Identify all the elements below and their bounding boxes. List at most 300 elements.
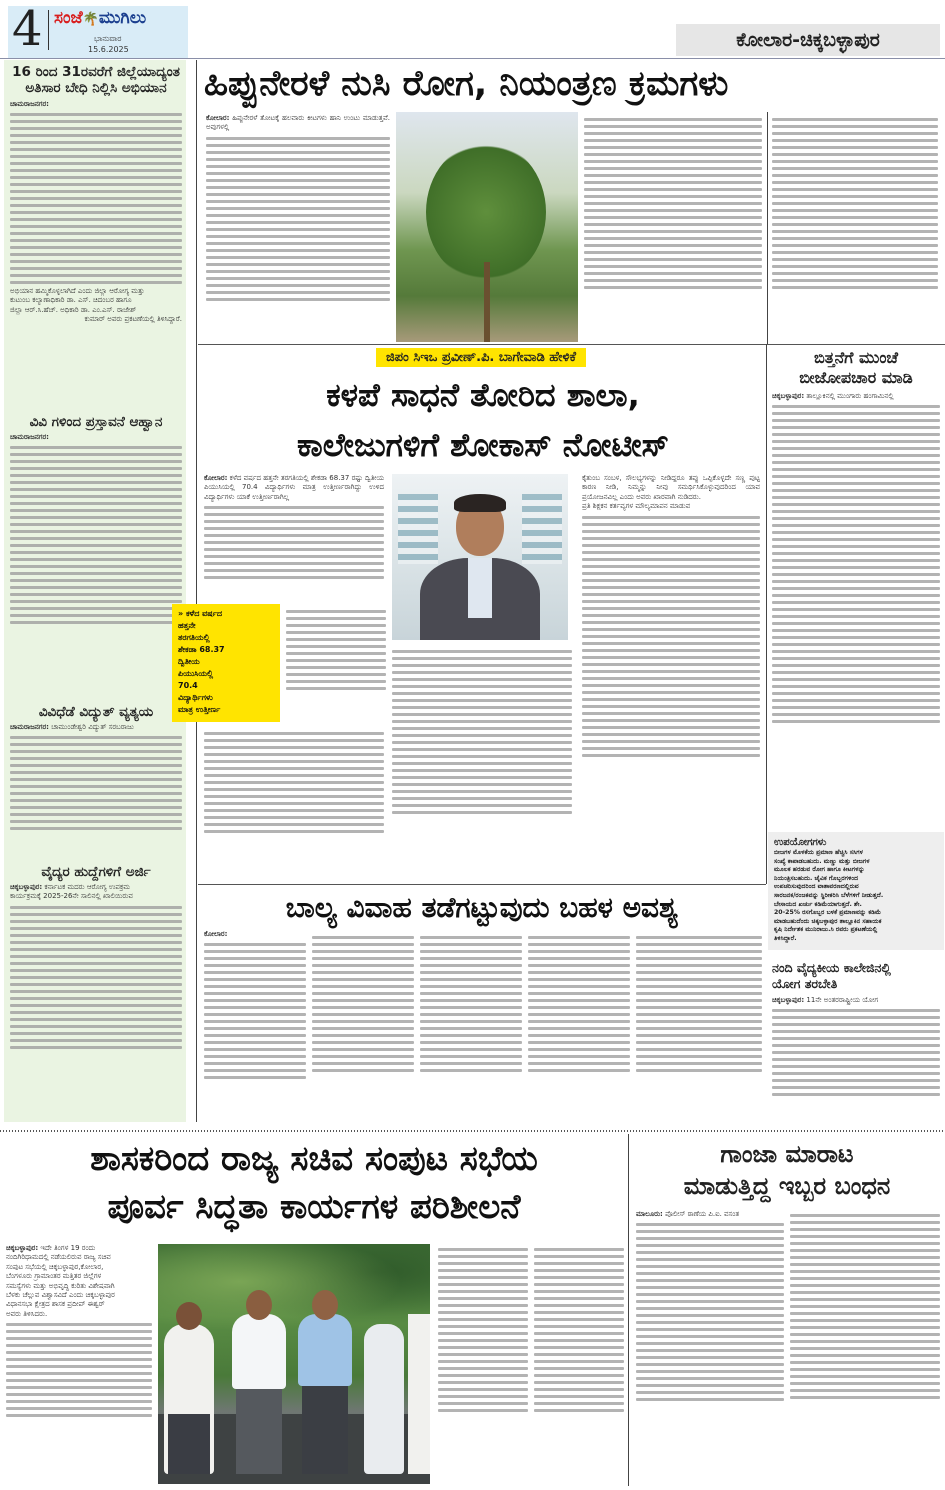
text-line bbox=[420, 1020, 522, 1023]
cabinet-col-1 bbox=[6, 1244, 152, 1420]
text-line bbox=[312, 985, 414, 988]
text-line bbox=[206, 200, 390, 203]
text-line bbox=[204, 1013, 306, 1016]
text-line bbox=[772, 202, 938, 205]
text-line bbox=[204, 1062, 306, 1065]
text-line bbox=[582, 544, 760, 547]
text-line bbox=[392, 790, 572, 793]
text-line bbox=[10, 204, 182, 207]
text-line bbox=[312, 964, 414, 967]
text-line bbox=[438, 1367, 528, 1370]
text-line bbox=[772, 713, 940, 716]
body-line: ಅವರು ತಿಳಿಸಿದರು. bbox=[6, 1309, 48, 1318]
text-line bbox=[10, 113, 182, 116]
text-line bbox=[10, 127, 182, 130]
text-line bbox=[10, 764, 182, 767]
text-line bbox=[772, 139, 938, 142]
headline-line: ನಂದಿ ವೈದ್ಯಕೀಯ ಕಾಲೇಜಿನಲ್ಲಿ bbox=[772, 960, 891, 975]
text-line bbox=[392, 783, 572, 786]
text-line bbox=[528, 999, 630, 1002]
text-line bbox=[582, 586, 760, 589]
text-line bbox=[772, 167, 938, 170]
text-line bbox=[772, 650, 940, 653]
text-line bbox=[420, 1034, 522, 1037]
column-divider bbox=[628, 1134, 629, 1486]
inspection-photo bbox=[158, 1244, 430, 1484]
text-line bbox=[636, 1300, 784, 1303]
text-line bbox=[582, 740, 760, 743]
text-line bbox=[392, 678, 572, 681]
text-line bbox=[10, 941, 182, 944]
text-line bbox=[438, 1290, 528, 1293]
text-line bbox=[772, 265, 938, 268]
text-line bbox=[534, 1297, 624, 1300]
text-line bbox=[636, 1251, 784, 1254]
text-line bbox=[772, 622, 940, 625]
body-line: ಕುಟುಂಬ ಕಲ್ಯಾಣಾಧಿಕಾರಿ ಡಾ. ಎಸ್. ಚಿದಂಬರ ಹಾಗೂ bbox=[10, 296, 132, 305]
text-line bbox=[10, 190, 182, 193]
text-line bbox=[420, 950, 522, 953]
text-line bbox=[10, 239, 182, 242]
text-line bbox=[10, 969, 182, 972]
mulberry-photo bbox=[396, 112, 578, 342]
mulberry-col-3 bbox=[584, 114, 762, 291]
text-line bbox=[584, 230, 762, 233]
text-line bbox=[204, 957, 306, 960]
text-line bbox=[10, 736, 182, 739]
text-line bbox=[10, 467, 182, 470]
text-line bbox=[772, 181, 938, 184]
text-line bbox=[312, 1048, 414, 1051]
text-line bbox=[206, 151, 390, 154]
text-line bbox=[438, 1360, 528, 1363]
text-line bbox=[206, 137, 390, 140]
text-line bbox=[772, 566, 940, 569]
text-line bbox=[420, 1069, 522, 1072]
text-line bbox=[392, 762, 572, 765]
text-line bbox=[582, 642, 760, 645]
text-line bbox=[534, 1269, 624, 1272]
text-line bbox=[206, 207, 390, 210]
text-line bbox=[286, 673, 386, 676]
text-line bbox=[582, 579, 760, 582]
headline-yoga bbox=[772, 960, 942, 992]
text-line bbox=[312, 1062, 414, 1065]
text-line bbox=[438, 1332, 528, 1335]
text-line bbox=[772, 489, 940, 492]
text-line bbox=[772, 279, 938, 282]
text-line bbox=[438, 1395, 528, 1398]
text-line bbox=[772, 1093, 940, 1096]
text-line bbox=[392, 727, 572, 730]
text-line bbox=[204, 978, 306, 981]
text-line bbox=[790, 1347, 940, 1350]
text-line bbox=[420, 985, 522, 988]
text-line bbox=[582, 656, 760, 659]
text-line bbox=[636, 1377, 784, 1380]
text-line bbox=[790, 1291, 940, 1294]
text-line bbox=[528, 943, 630, 946]
text-line bbox=[582, 593, 760, 596]
text-line bbox=[582, 516, 760, 519]
body-line: ಇದೇ ತಿಂಗಳ 19 ರಂದು bbox=[40, 1244, 96, 1252]
text-line bbox=[312, 957, 414, 960]
dateline: ಚಿಕ್ಕಬಳ್ಳಾಪುರ: bbox=[772, 392, 805, 400]
text-line bbox=[636, 1328, 784, 1331]
text-line bbox=[584, 202, 762, 205]
text-line bbox=[10, 523, 182, 526]
text-line bbox=[420, 999, 522, 1002]
text-line bbox=[10, 148, 182, 151]
text-line bbox=[790, 1242, 940, 1245]
text-line bbox=[772, 146, 938, 149]
text-line bbox=[772, 601, 940, 604]
text-line bbox=[10, 586, 182, 589]
text-line bbox=[636, 1349, 784, 1352]
text-line bbox=[772, 118, 938, 121]
text-line bbox=[392, 748, 572, 751]
text-line bbox=[204, 823, 384, 826]
text-line bbox=[772, 615, 940, 618]
text-line bbox=[10, 509, 182, 512]
text-line bbox=[204, 971, 306, 974]
text-line bbox=[636, 1055, 762, 1058]
text-line bbox=[582, 663, 760, 666]
text-line bbox=[772, 699, 940, 702]
text-line bbox=[636, 1363, 784, 1366]
uses-line: ಕೃಷಿ ನಿರ್ದೇಶಕ ಮುನಿರಾಜು.ಸಿ ರವರು ಪ್ರಕಟಣೆಯಲ್ಲಿ bbox=[774, 926, 878, 934]
column-divider bbox=[196, 60, 197, 1122]
text-line bbox=[10, 232, 182, 235]
text-line bbox=[636, 1237, 784, 1240]
text-line bbox=[10, 141, 182, 144]
text-line bbox=[534, 1360, 624, 1363]
text-line bbox=[10, 607, 182, 610]
text-line bbox=[772, 629, 940, 632]
text-line bbox=[286, 645, 386, 648]
text-line bbox=[772, 510, 940, 513]
text-line bbox=[534, 1395, 624, 1398]
mulberry-col-4 bbox=[772, 114, 938, 291]
uses-line: ಬೇಸಾಯದ ಖರ್ಚು ಕಡಿಮೆಯಾಗುತ್ತದೆ. ಶೇ. bbox=[774, 900, 862, 908]
text-line bbox=[392, 734, 572, 737]
text-line bbox=[438, 1325, 528, 1328]
text-line bbox=[528, 1062, 630, 1065]
text-line bbox=[772, 468, 940, 471]
body-line: ಬೆಳಕು ಚೆಲ್ಲುವ ವಿಶ್ವಾಸವಿದೆ ಎಂದು ಚಿಕ್ಕಬಳ್ಳಾಪುರ bbox=[6, 1291, 115, 1300]
kicker-wrap bbox=[198, 346, 764, 365]
uses-line: ಸಾರಜನಕ/ರಂಜಕವನ್ನು ಸ್ಥಿರೀಕರಿಸಿ ಬೆಳೆಗಳಿಗೆ ನೀಡುತ್ತದೆ. bbox=[774, 891, 884, 899]
text-line bbox=[584, 188, 762, 191]
sidebar-story-doctors bbox=[10, 864, 182, 1051]
text-line bbox=[582, 705, 760, 708]
section-label: ಕೋಲಾರ-ಚಿಕ್ಕಬಳ್ಳಾಪುರ bbox=[676, 24, 940, 56]
text-line bbox=[790, 1277, 940, 1280]
text-line bbox=[6, 1337, 152, 1340]
text-line bbox=[528, 957, 630, 960]
pull-quote-line: ತರಗತಿಯಲ್ಲಿ bbox=[178, 633, 210, 642]
text-line bbox=[438, 1381, 528, 1384]
text-line bbox=[312, 1041, 414, 1044]
text-line bbox=[392, 671, 572, 674]
text-line bbox=[6, 1393, 152, 1396]
masthead-divider bbox=[48, 10, 49, 50]
text-line bbox=[204, 739, 384, 742]
text-line bbox=[286, 687, 386, 690]
text-line bbox=[772, 244, 938, 247]
child-marriage-col-5 bbox=[636, 932, 762, 1074]
text-line bbox=[438, 1311, 528, 1314]
text-line bbox=[10, 460, 182, 463]
text-line bbox=[636, 1223, 784, 1226]
text-line bbox=[10, 621, 182, 624]
text-line bbox=[206, 158, 390, 161]
text-line bbox=[772, 440, 940, 443]
text-line bbox=[582, 523, 760, 526]
text-line bbox=[772, 160, 938, 163]
logo-part-1: ಸಂಜೆ bbox=[54, 8, 83, 28]
text-line bbox=[10, 792, 182, 795]
headline-line: ಗಾಂಜಾ ಮಾರಾಟ bbox=[720, 1140, 854, 1168]
child-marriage-col-2 bbox=[312, 932, 414, 1074]
pull-quote-line: 70.4 bbox=[178, 681, 198, 690]
text-line bbox=[10, 558, 182, 561]
text-line bbox=[528, 1034, 630, 1037]
text-line bbox=[790, 1256, 940, 1259]
text-line bbox=[534, 1346, 624, 1349]
text-line bbox=[392, 797, 572, 800]
ceo-photo bbox=[392, 474, 568, 640]
headline-child-marriage: ಬಾಲ್ಯ ವಿವಾಹ ತಡೆಗಟ್ಟುವುದು ಬಹಳ ಅವಶ್ಯ bbox=[285, 891, 679, 924]
text-line bbox=[10, 614, 182, 617]
body-line: ಸಂಪುಟ ಸಭೆಯಲ್ಲಿ ಚಿಕ್ಕಬಳ್ಳಾಪುರ,ಕೋಲಾರ, bbox=[6, 1262, 104, 1271]
text-line bbox=[286, 617, 386, 620]
text-line bbox=[534, 1304, 624, 1307]
text-line bbox=[204, 1027, 306, 1030]
lead-text: ಕಳೆದ ವರ್ಷದ ಹತ್ತನೇ ತರಗತಿಯಲ್ಲಿ ಶೇಕಡಾ 68.37 ರಷ್ಟು ದ್ವಿತೀಯ ಪಿಯುಸಿಯಲ್ಲಿ 70.4 ವಿದ್ಯಾರ್ಥಿಗಳು ಮಾತ್ರ ಉತ್ತೀರ್ಣರಾಗಿದ್ದು ಉಳಿದ ವಿದ್ಯಾರ್ಥಿಗಳು ಯಾಕೆ ಉತ್ತೀರ್ಣರಾಗಿಲ್ಲ bbox=[204, 474, 384, 501]
text-line bbox=[10, 155, 182, 158]
text-line bbox=[584, 195, 762, 198]
text-line bbox=[204, 541, 384, 544]
text-line bbox=[204, 753, 384, 756]
text-line bbox=[772, 517, 940, 520]
text-line bbox=[10, 120, 182, 123]
text-line bbox=[772, 524, 940, 527]
text-line bbox=[438, 1346, 528, 1349]
body-line: ಕುಮಾರ್ ಅವರು ಪ್ರಕಟಣೆಯಲ್ಲಿ ತಿಳಿಸಿದ್ದಾರೆ. bbox=[84, 315, 182, 324]
text-line bbox=[528, 936, 630, 939]
text-line bbox=[206, 193, 390, 196]
body-line: ಕಾರ್ಯಕ್ರಮಕ್ಕೆ 2025-26ನೇ ಸಾಲಿನಲ್ಲಿ ಖಾಲಿಯಿರುವ bbox=[10, 892, 133, 901]
headline-line: ಬಿತ್ತನೆಗೆ ಮುಂಚೆ bbox=[814, 348, 898, 367]
text-line bbox=[6, 1372, 152, 1375]
kicker: ಜಿಪಂ ಸಿಇಒ ಪ್ರವೀಣ್.ಪಿ. ಬಾಗೇವಾಡಿ ಹೇಳಿಕೆ bbox=[376, 348, 586, 367]
text-line bbox=[772, 608, 940, 611]
text-line bbox=[6, 1407, 152, 1410]
text-line bbox=[534, 1388, 624, 1391]
text-line bbox=[772, 559, 940, 562]
text-line bbox=[528, 950, 630, 953]
text-line bbox=[584, 265, 762, 268]
text-line bbox=[582, 530, 760, 533]
text-line bbox=[534, 1353, 624, 1356]
pull-quote-line: ಹತ್ತನೇ bbox=[178, 621, 196, 630]
text-line bbox=[392, 692, 572, 695]
text-line bbox=[772, 706, 940, 709]
text-line bbox=[204, 732, 384, 735]
text-line bbox=[772, 405, 940, 408]
headline-line: ಯೋಗ ತರಬೇತಿ bbox=[772, 976, 838, 991]
text-line bbox=[636, 985, 762, 988]
text-line bbox=[772, 195, 938, 198]
body-line: ಕರ್ನಾಟಕ ಮದರು ಆರೋಗ್ಯ ಉಪಕ್ರಮ bbox=[44, 883, 130, 891]
text-line bbox=[582, 614, 760, 617]
text-line bbox=[790, 1326, 940, 1329]
text-line bbox=[528, 1006, 630, 1009]
text-line bbox=[584, 209, 762, 212]
text-line bbox=[420, 964, 522, 967]
showcause-col-1c bbox=[204, 728, 384, 835]
text-line bbox=[636, 1013, 762, 1016]
text-line bbox=[534, 1367, 624, 1370]
text-line bbox=[534, 1290, 624, 1293]
body-line: ನಂದಿಗಿರಿಧಾಮದಲ್ಲಿ ನಡೆಯಲಿರುವ ರಾಜ್ಯ ಸಚಿವ bbox=[6, 1253, 111, 1262]
child-marriage-col-4 bbox=[528, 932, 630, 1074]
text-line bbox=[790, 1368, 940, 1371]
uses-line: ನಿಯಂತ್ರಿಸಬಹುದು. ಜೈವಿಕ ಗೊಬ್ಬರಗಳಿಂದ bbox=[774, 874, 859, 882]
text-line bbox=[772, 1065, 940, 1068]
text-line bbox=[582, 558, 760, 561]
text-line bbox=[772, 251, 938, 254]
text-line bbox=[636, 1335, 784, 1338]
text-line bbox=[10, 162, 182, 165]
text-line bbox=[312, 943, 414, 946]
text-line bbox=[790, 1214, 940, 1217]
text-line bbox=[438, 1318, 528, 1321]
text-line bbox=[204, 746, 384, 749]
text-line bbox=[636, 1321, 784, 1324]
text-line bbox=[10, 750, 182, 753]
text-line bbox=[6, 1351, 152, 1354]
text-line bbox=[772, 503, 940, 506]
text-line bbox=[636, 1293, 784, 1296]
text-line bbox=[772, 426, 940, 429]
ganja-col-2 bbox=[790, 1210, 940, 1401]
text-line bbox=[10, 281, 182, 284]
text-line bbox=[10, 453, 182, 456]
headline-showcause-1: ಕಳಪೆ ಸಾಧನೆ ತೋರಿದ ಶಾಲಾ, bbox=[326, 376, 640, 414]
text-line bbox=[582, 607, 760, 610]
text-line bbox=[636, 1398, 784, 1401]
text-line bbox=[790, 1263, 940, 1266]
text-line bbox=[584, 139, 762, 142]
text-line bbox=[582, 649, 760, 652]
text-line bbox=[584, 279, 762, 282]
text-line bbox=[772, 216, 938, 219]
logo-part-2: ಮುಗಿಲು bbox=[98, 8, 147, 28]
text-line bbox=[10, 218, 182, 221]
text-line bbox=[10, 990, 182, 993]
text-line bbox=[772, 237, 938, 240]
sidebar-headline: ವಿವಿಧೆಡೆ ವಿದ್ಯುತ್ ವ್ಯತ್ಯಯ bbox=[38, 704, 154, 720]
text-line bbox=[772, 594, 940, 597]
text-line bbox=[534, 1311, 624, 1314]
text-line bbox=[528, 992, 630, 995]
text-line bbox=[636, 1314, 784, 1317]
text-line bbox=[206, 291, 390, 294]
text-line bbox=[582, 712, 760, 715]
text-line bbox=[204, 527, 384, 530]
text-line bbox=[438, 1304, 528, 1307]
text-line bbox=[582, 537, 760, 540]
mulberry-col-1 bbox=[206, 114, 390, 303]
text-line bbox=[10, 806, 182, 809]
text-line bbox=[10, 913, 182, 916]
text-line bbox=[636, 1034, 762, 1037]
text-line bbox=[10, 565, 182, 568]
uses-line: ಸಂಖ್ಯೆ ಕಾಪಾಡಬಹುದು. ಮಣ್ಣು ಮತ್ತು ಬೀಜಗಳ bbox=[774, 857, 870, 865]
text-line bbox=[6, 1414, 152, 1417]
text-line bbox=[582, 754, 760, 757]
text-line bbox=[584, 244, 762, 247]
text-line bbox=[10, 955, 182, 958]
text-line bbox=[772, 1016, 940, 1019]
text-line bbox=[392, 699, 572, 702]
text-line bbox=[206, 270, 390, 273]
text-line bbox=[204, 1041, 306, 1044]
text-line bbox=[584, 272, 762, 275]
headline-seed-treatment bbox=[770, 348, 942, 388]
text-line bbox=[636, 1006, 762, 1009]
text-line bbox=[10, 488, 182, 491]
text-line bbox=[312, 1027, 414, 1030]
text-line bbox=[584, 146, 762, 149]
text-line bbox=[772, 552, 940, 555]
text-line bbox=[204, 760, 384, 763]
text-line bbox=[636, 1272, 784, 1275]
text-line bbox=[584, 118, 762, 121]
ganja-col-1 bbox=[636, 1210, 784, 1404]
text-line bbox=[10, 743, 182, 746]
cabinet-col-4 bbox=[534, 1244, 624, 1414]
text-line bbox=[10, 600, 182, 603]
text-line bbox=[10, 530, 182, 533]
dateline: ಮಾಲೂರು: bbox=[636, 1210, 663, 1218]
text-line bbox=[204, 1055, 306, 1058]
column-divider bbox=[766, 344, 767, 884]
text-line bbox=[582, 565, 760, 568]
text-line bbox=[582, 726, 760, 729]
text-line bbox=[584, 132, 762, 135]
sidebar-headline: ವೈದ್ಯರ ಹುದ್ದೆಗಳಿಗೆ ಅರ್ಜಿ bbox=[41, 864, 151, 880]
text-line bbox=[582, 677, 760, 680]
text-line bbox=[534, 1332, 624, 1335]
text-line bbox=[790, 1298, 940, 1301]
dateline: ಚಾಮರಾಜನಗರ: bbox=[10, 100, 49, 108]
text-line bbox=[636, 1370, 784, 1373]
text-line bbox=[204, 1006, 306, 1009]
text-line bbox=[10, 757, 182, 760]
text-line bbox=[204, 548, 384, 551]
text-line bbox=[392, 741, 572, 744]
text-line bbox=[10, 827, 182, 830]
text-line bbox=[636, 1048, 762, 1051]
text-line bbox=[204, 830, 384, 833]
text-line bbox=[582, 691, 760, 694]
text-line bbox=[392, 769, 572, 772]
text-line bbox=[582, 698, 760, 701]
column-divider bbox=[767, 112, 768, 344]
